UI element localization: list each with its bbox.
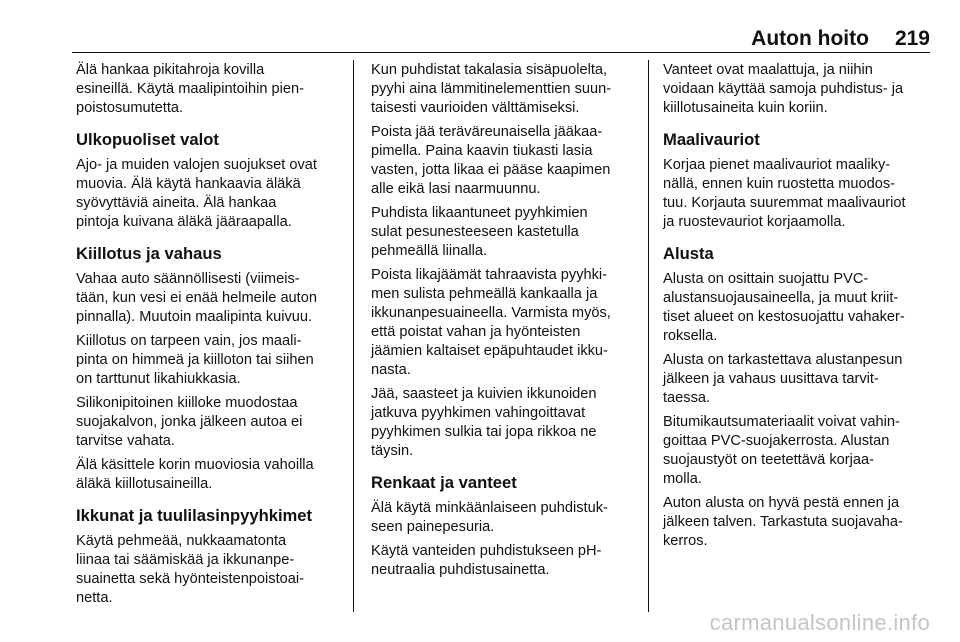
text-line: Alusta on tarkastettava alustanpesun: [663, 352, 903, 368]
text-line: Kiillotus on tarpeen vain, jos maali-: [76, 333, 302, 349]
text-line: pyyhi aina lämmitinelementtien suun-: [371, 81, 612, 97]
text-line: alle eikä lasi naarmuunnu.: [371, 181, 541, 197]
text-line: molla.: [663, 471, 702, 487]
text-line: Poista likajäämät tahraavista pyyhki-: [371, 267, 608, 283]
paragraph: [663, 413, 935, 489]
paragraph: [76, 532, 348, 608]
text-line: Jää, saasteet ja kuivien ikkunoiden: [371, 386, 597, 402]
text-line: seen painepesuria.: [371, 519, 495, 535]
text-line: tuu. Korjauta suuremmat maalivauriot: [663, 195, 906, 211]
text-line: jälkeen talven. Tarkastuta suojavaha-: [663, 514, 903, 530]
text-line: pyyhkimen sulkia tai jopa rikkoa ne: [371, 424, 597, 440]
text-line: Käytä vanteiden puhdistukseen pH-: [371, 543, 602, 559]
text-line: poistosumutetta.: [76, 100, 184, 116]
text-line: Poista jää teräväreunaisella jääkaa-: [371, 124, 603, 140]
paragraph: [663, 61, 935, 118]
section-title: Auton hoito: [751, 27, 869, 50]
text-line: nasta.: [371, 362, 411, 378]
text-line: alustansuojausaineella, ja muut kriit-: [663, 290, 899, 306]
text-line: liinaa tai säämiskää ja ikkunanpe-: [76, 552, 295, 568]
section-heading: Ikkunat ja tuulilasinpyyhkimet: [76, 506, 313, 525]
text-line: täysin.: [371, 443, 414, 459]
text-line: Silikonipitoinen kiilloke muodostaa: [76, 395, 298, 411]
column-divider: [353, 60, 354, 612]
text-line: esineillä. Käytä maalipintoihin pien-: [76, 81, 304, 97]
text-line: Bitumikautsumateriaalit voivat vahin-: [663, 414, 900, 430]
paragraph: [76, 332, 348, 389]
section-heading: Renkaat ja vanteet: [371, 473, 517, 492]
text-line: Älä hankaa pikitahroja kovilla: [76, 62, 265, 78]
paragraph: [371, 123, 643, 199]
text-line: ja ruostevauriot korjaamolla.: [663, 214, 846, 230]
text-line: Älä käsittele korin muoviosia vahoilla: [76, 457, 314, 473]
paragraph: [76, 456, 348, 494]
text-line: neutraalia puhdistusainetta.: [371, 562, 550, 578]
text-line: taessa.: [663, 390, 711, 406]
header-rule: [72, 52, 930, 53]
paragraph: [371, 499, 643, 537]
text-line: on tarttunut likahiukkasia.: [76, 371, 241, 387]
column-2: [371, 61, 643, 585]
text-line: nällä, ennen kuin ruostetta muodos-: [663, 176, 896, 192]
paragraph: [76, 156, 348, 232]
text-line: roksella.: [663, 328, 718, 344]
paragraph: [663, 270, 935, 346]
text-line: kerros.: [663, 533, 708, 549]
paragraph: [371, 542, 643, 580]
page-number: 219: [894, 27, 930, 50]
text-line: Vahaa auto säännöllisesti (viimeis-: [76, 271, 300, 287]
paragraph: [663, 156, 935, 232]
column-1: [76, 61, 348, 613]
paragraph: [76, 394, 348, 451]
text-line: suainetta sekä hyönteistenpoistoai-: [76, 571, 304, 587]
column-3: [663, 61, 935, 556]
text-line: suojakalvon, jonka jälkeen autoa ei: [76, 414, 303, 430]
text-line: pintoja kuivana äläkä jääraapalla.: [76, 214, 292, 230]
text-line: voidaan käyttää samoja puhdistus- ja: [663, 81, 904, 97]
text-line: pinta on himmeä ja kiilloton tai siihen: [76, 352, 314, 368]
section-heading: Ulkopuoliset valot: [76, 130, 219, 149]
text-line: äläkä kiillotusaineilla.: [76, 476, 213, 492]
text-line: että poistat vahan ja hyönteisten: [371, 324, 581, 340]
text-line: men sulista pehmeällä kankaalla ja: [371, 286, 598, 302]
section-heading: Maalivauriot: [663, 130, 760, 149]
text-line: jatkuva pyyhkimen vahingoittavat: [371, 405, 586, 421]
text-line: sulat pesunesteeseen kastetulla: [371, 224, 579, 240]
text-line: Älä käytä minkäänlaiseen puhdistuk-: [371, 500, 608, 516]
text-line: tään, kun vesi ei enää helmeile auton: [76, 290, 317, 306]
paragraph: [76, 61, 348, 118]
paragraph: [371, 61, 643, 118]
text-line: pinnalla). Muutoin maalipinta kuivuu.: [76, 309, 313, 325]
text-line: jäämien kaltaiset epäpuhtaudet ikku-: [371, 343, 608, 359]
text-line: kiillotusaineita kuin koriin.: [663, 100, 828, 116]
paragraph: [371, 266, 643, 380]
text-line: Korjaa pienet maalivauriot maaliky-: [663, 157, 891, 173]
text-line: vasten, jotta likaa ei pääse kaapimen: [371, 162, 611, 178]
paragraph: [371, 385, 643, 461]
page-header: [751, 27, 930, 51]
text-line: Kun puhdistat takalasia sisäpuolelta,: [371, 62, 608, 78]
text-line: pimella. Paina kaavin tiukasti lasia: [371, 143, 593, 159]
paragraph: [76, 270, 348, 327]
paragraph: [663, 494, 935, 551]
section-heading: Alusta: [663, 244, 714, 263]
text-line: Puhdista likaantuneet pyyhkimien: [371, 205, 588, 221]
text-line: syövyttäviä aineita. Älä hankaa: [76, 195, 277, 211]
text-line: Auton alusta on hyvä pestä ennen ja: [663, 495, 900, 511]
watermark: carmanualsonline.info: [709, 610, 930, 635]
text-line: goittaa PVC-suojakerrosta. Alustan: [663, 433, 890, 449]
text-line: Alusta on osittain suojattu PVC-: [663, 271, 869, 287]
paragraph: [371, 204, 643, 261]
text-line: taisesti vaurioiden välttämiseksi.: [371, 100, 580, 116]
text-line: Vanteet ovat maalattuja, ja niihin: [663, 62, 873, 78]
section-heading: Kiillotus ja vahaus: [76, 244, 222, 263]
text-line: Ajo- ja muiden valojen suojukset ovat: [76, 157, 317, 173]
text-line: tarvitse vahata.: [76, 433, 175, 449]
text-line: suojaustyöt on teetettävä korjaa-: [663, 452, 874, 468]
text-line: tiset alueet on kestosuojattu vahaker-: [663, 309, 905, 325]
text-line: jälkeen ja vahaus uusittava tarvit-: [663, 371, 879, 387]
text-line: pehmeällä liinalla.: [371, 243, 488, 259]
text-line: ikkunanpesuaineella. Varmista myös,: [371, 305, 611, 321]
text-line: netta.: [76, 590, 113, 606]
text-line: muovia. Älä käytä hankaavia äläkä: [76, 176, 301, 192]
column-divider: [648, 60, 649, 612]
text-line: Käytä pehmeää, nukkaamatonta: [76, 533, 287, 549]
paragraph: [663, 351, 935, 408]
